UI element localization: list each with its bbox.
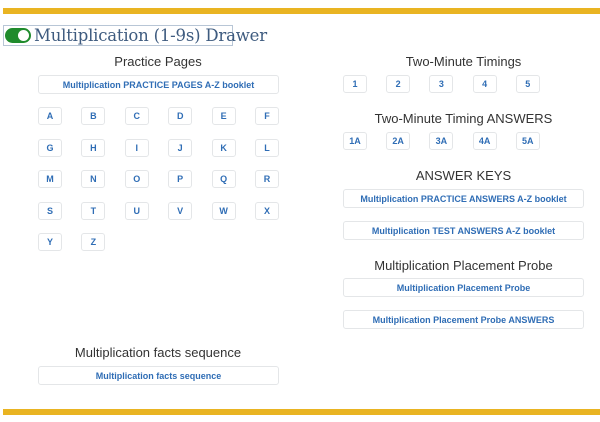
- practice-answers-booklet-button[interactable]: Multiplication PRACTICE ANSWERS A-Z booklet: [343, 189, 584, 208]
- timing-answers-heading: Two-Minute Timing ANSWERS: [374, 111, 553, 126]
- letter-button-l[interactable]: L: [255, 139, 279, 157]
- timing-button-2[interactable]: 2: [386, 75, 410, 93]
- toggle-knob-icon: [18, 30, 29, 41]
- timing-button-1[interactable]: 1: [343, 75, 367, 93]
- letter-button-s[interactable]: S: [38, 202, 62, 220]
- drawer-toggle[interactable]: [5, 28, 31, 43]
- timing-button-4[interactable]: 4: [473, 75, 497, 93]
- letter-button-u[interactable]: U: [125, 202, 149, 220]
- drawer-header[interactable]: [3, 25, 267, 46]
- facts-sequence-button[interactable]: Multiplication facts sequence: [38, 366, 279, 385]
- letter-button-p[interactable]: P: [168, 170, 192, 188]
- letter-button-t[interactable]: T: [81, 202, 105, 220]
- timings-heading: Two-Minute Timings: [405, 54, 522, 69]
- letter-button-n[interactable]: N: [81, 170, 105, 188]
- bottom-accent-bar: [3, 409, 600, 415]
- letter-button-m[interactable]: M: [38, 170, 62, 188]
- letter-button-i[interactable]: I: [125, 139, 149, 157]
- letter-button-r[interactable]: R: [255, 170, 279, 188]
- letter-button-d[interactable]: D: [168, 107, 192, 125]
- letter-button-v[interactable]: V: [168, 202, 192, 220]
- letter-button-g[interactable]: G: [38, 139, 62, 157]
- letter-button-z[interactable]: Z: [81, 233, 105, 251]
- letter-button-h[interactable]: H: [81, 139, 105, 157]
- timing-answer-button-3a[interactable]: 3A: [429, 132, 453, 150]
- placement-probe-answers-button[interactable]: Multiplication Placement Probe ANSWERS: [343, 310, 584, 329]
- letter-button-x[interactable]: X: [255, 202, 279, 220]
- test-answers-booklet-button[interactable]: Multiplication TEST ANSWERS A-Z booklet: [343, 221, 584, 240]
- placement-probe-button[interactable]: Multiplication Placement Probe: [343, 278, 584, 297]
- letter-button-f[interactable]: F: [255, 107, 279, 125]
- letter-button-e[interactable]: E: [212, 107, 236, 125]
- timing-button-3[interactable]: 3: [429, 75, 453, 93]
- letter-button-k[interactable]: K: [212, 139, 236, 157]
- timing-answer-button-1a[interactable]: 1A: [343, 132, 367, 150]
- timing-button-5[interactable]: 5: [516, 75, 540, 93]
- placement-probe-heading: Multiplication Placement Probe: [374, 258, 553, 273]
- answer-keys-heading: ANSWER KEYS: [415, 168, 512, 183]
- practice-pages-booklet-button[interactable]: Multiplication PRACTICE PAGES A-Z booklet: [38, 75, 279, 94]
- top-accent-bar: [3, 8, 600, 14]
- letter-button-j[interactable]: J: [168, 139, 192, 157]
- timing-answer-button-2a[interactable]: 2A: [386, 132, 410, 150]
- letter-button-o[interactable]: O: [125, 170, 149, 188]
- practice-pages-heading: Practice Pages: [114, 54, 202, 69]
- letter-button-a[interactable]: A: [38, 107, 62, 125]
- letter-button-c[interactable]: C: [125, 107, 149, 125]
- letter-button-b[interactable]: B: [81, 107, 105, 125]
- drawer-title: Multiplication (1-9s) Drawer: [34, 26, 267, 45]
- letter-button-q[interactable]: Q: [212, 170, 236, 188]
- timing-answer-button-5a[interactable]: 5A: [516, 132, 540, 150]
- facts-sequence-heading: Multiplication facts sequence: [74, 345, 242, 360]
- letter-button-y[interactable]: Y: [38, 233, 62, 251]
- letter-button-w[interactable]: W: [212, 202, 236, 220]
- timing-answer-button-4a[interactable]: 4A: [473, 132, 497, 150]
